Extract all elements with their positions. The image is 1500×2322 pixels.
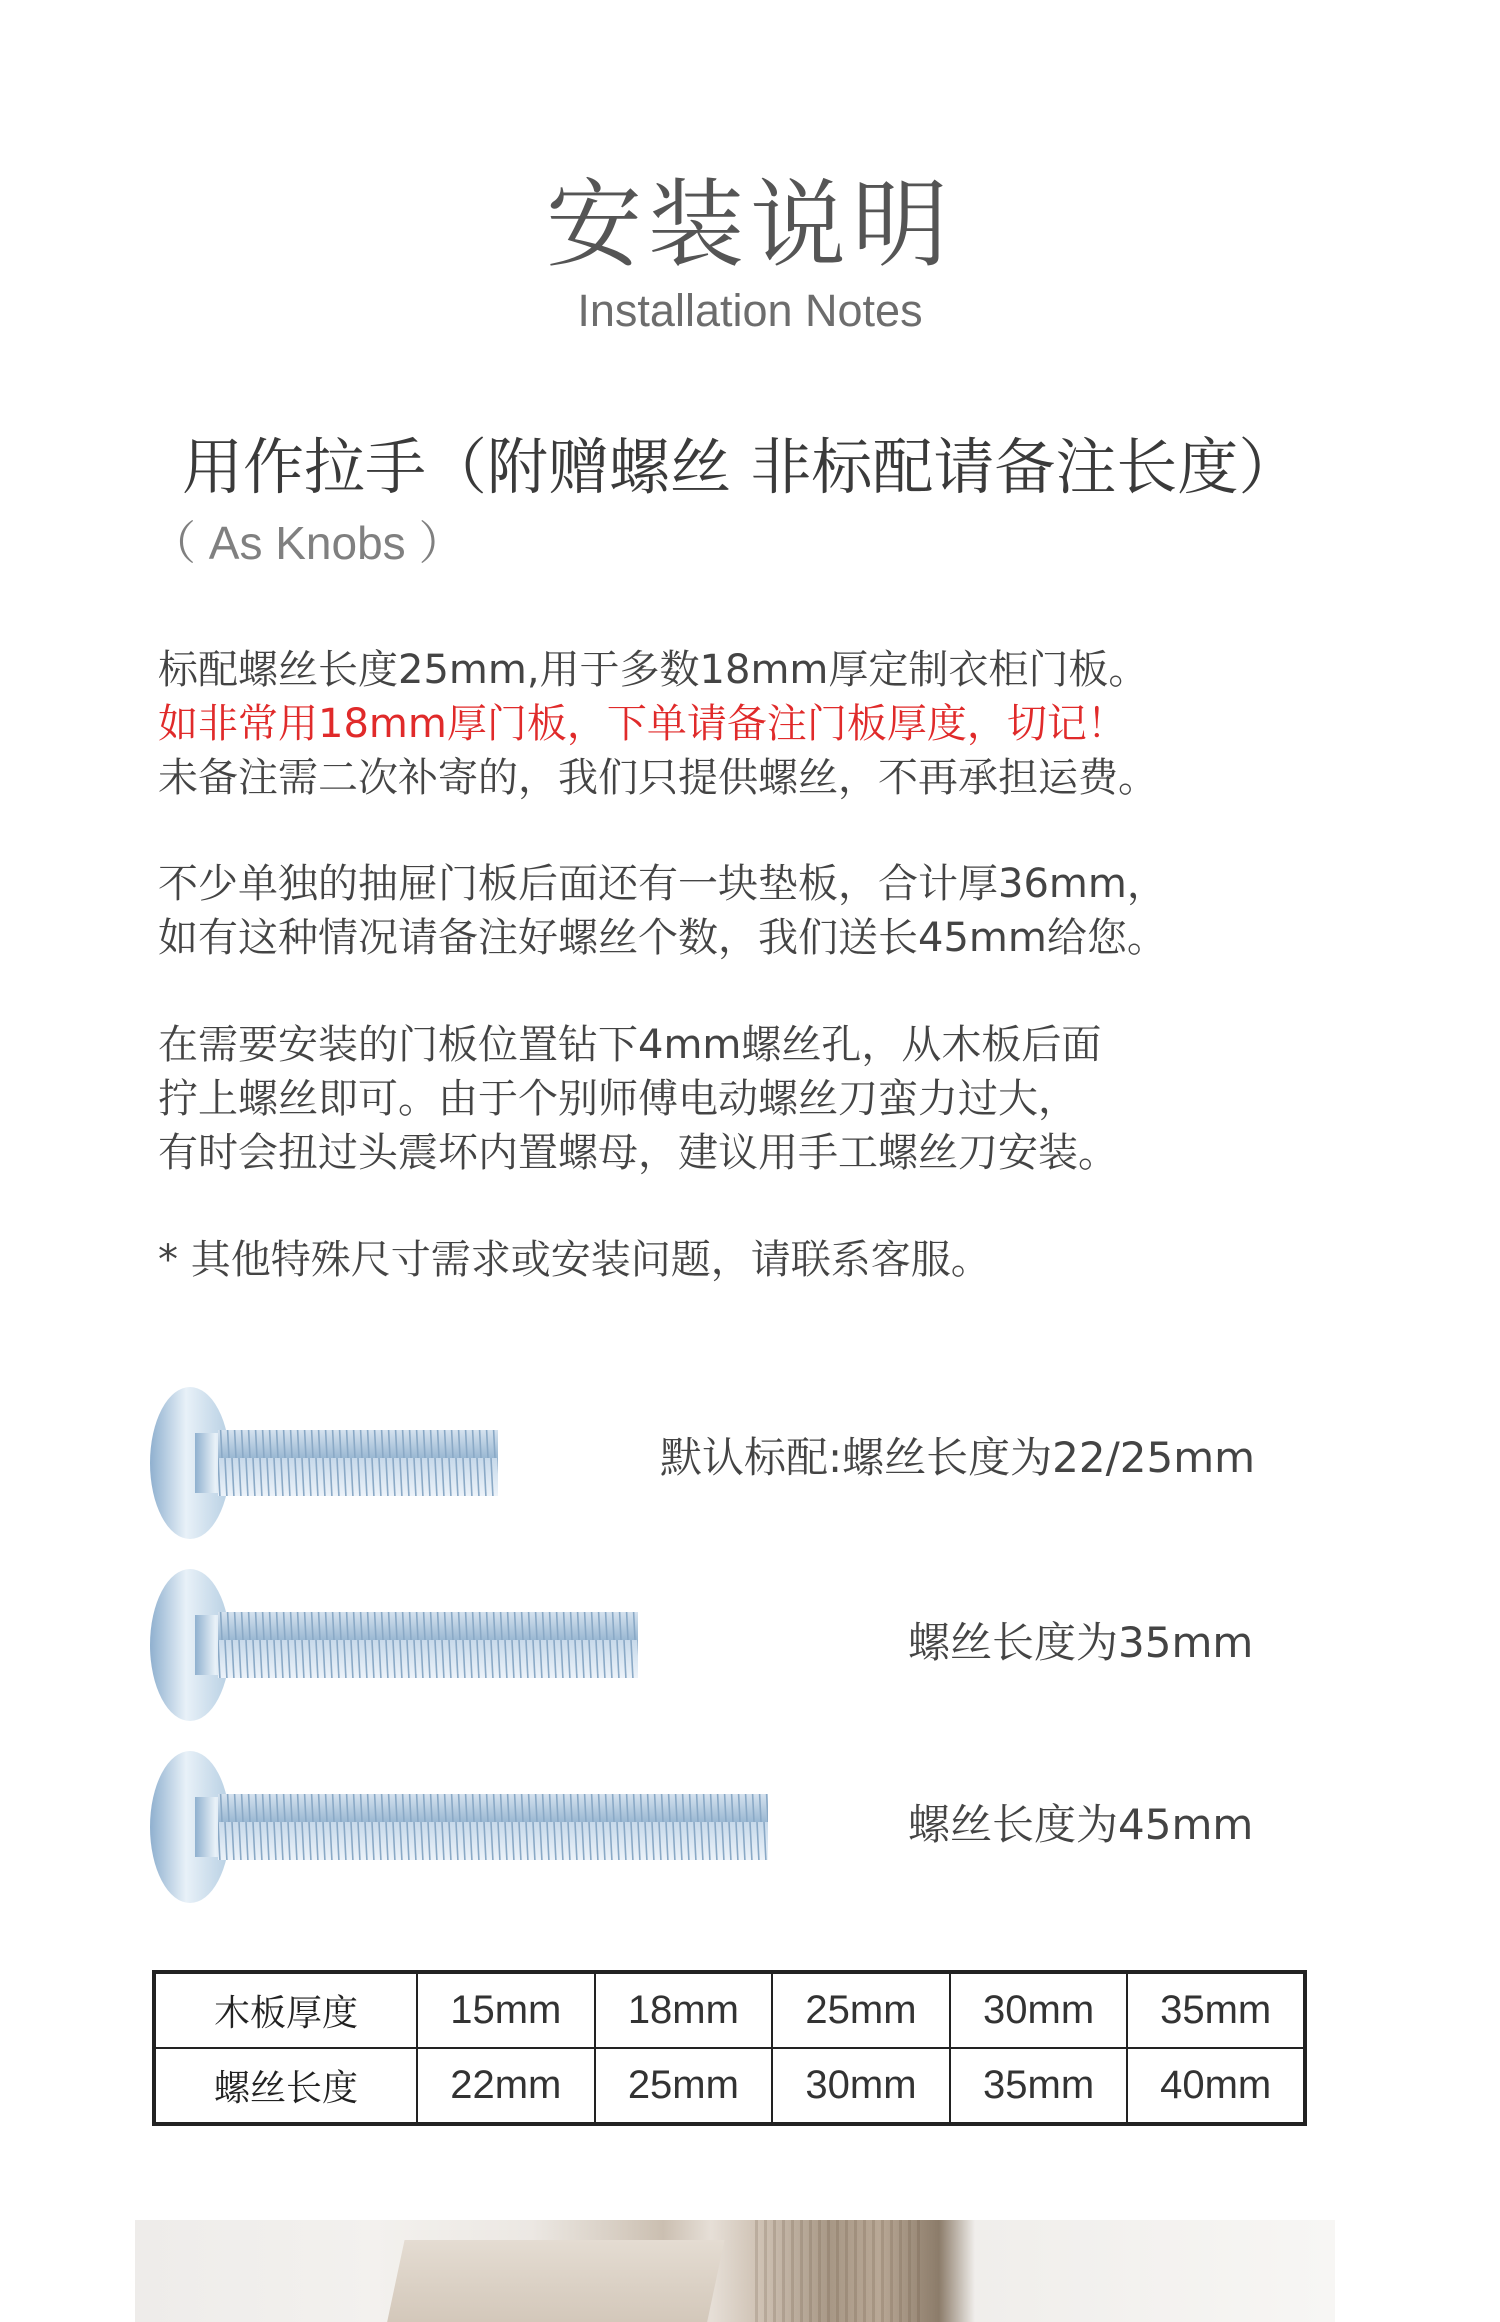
paragraph-line: 有时会扭过头震坏内置螺母，建议用手工螺丝刀安装。 [158,1130,1118,1176]
paragraph-drawer-board [158,857,1167,965]
screw-image [140,1560,740,1730]
table-cell: 35mm [1127,1972,1305,2048]
table-cell: 18mm [595,1972,773,2048]
table-cell: 22mm [417,2048,595,2124]
paragraph-line: 如有这种情况请备注好螺丝个数，我们送长45mm给您。 [158,915,1167,961]
paragraph-line: 拧上螺丝即可。由于个别师傅电动螺丝刀蛮力过大， [158,1076,1078,1122]
screw-image [140,1378,600,1548]
paragraph-standard-screw [158,643,1158,805]
screw-image [140,1742,860,1912]
paragraph-install-steps [158,1018,1118,1180]
screw-label: 螺丝长度为45mm [908,1800,1254,1849]
screw-spec-table [152,1970,1307,2126]
table-cell: 15mm [417,1972,595,2048]
row-header: 螺丝长度 [154,2048,417,2124]
paragraph-line: 在需要安装的门板位置钻下4mm螺丝孔，从木板后面 [158,1022,1102,1068]
screw-label: 默认标配:螺丝长度为22/25mm [660,1433,1256,1482]
section-heading-en: （ As Knobs ） [150,517,465,569]
table-cell: 30mm [772,2048,950,2124]
table-row [154,2048,1305,2124]
screw-row-35mm [140,1560,1390,1730]
paragraph-note [158,1233,991,1287]
page-subtitle: Installation Notes [577,285,923,336]
section-heading: 用作拉手（附赠螺丝 非标配请备注长度） [182,432,1300,503]
board-shape [385,2240,724,2322]
table-cell: 30mm [950,1972,1128,2048]
wood-grain [755,2220,925,2322]
row-header: 木板厚度 [154,1972,417,2048]
warning-line: 如非常用18mm厚门板，下单请备注门板厚度，切记！ [158,701,1127,747]
paragraph-line: 标配螺丝长度25mm,用于多数18mm厚定制衣柜门板。 [158,647,1149,693]
table-cell: 25mm [772,1972,950,2048]
screw-row-45mm [140,1742,1390,1912]
screw-label: 螺丝长度为35mm [908,1618,1254,1667]
note-line: * 其他特殊尺寸需求或安装问题，请联系客服。 [158,1237,991,1283]
paragraph-line: 未备注需二次补寄的，我们只提供螺丝，不再承担运费。 [158,755,1158,801]
wood-cabinet-photo [135,2220,1335,2322]
table-cell: 40mm [1127,2048,1305,2124]
table-cell: 25mm [595,2048,773,2124]
page-title: 安装说明 [546,169,954,281]
paragraph-line: 不少单独的抽屉门板后面还有一块垫板，合计厚36mm， [158,861,1167,907]
screw-row-25mm [140,1378,1390,1548]
table-row [154,1972,1305,2048]
table-cell: 35mm [950,2048,1128,2124]
